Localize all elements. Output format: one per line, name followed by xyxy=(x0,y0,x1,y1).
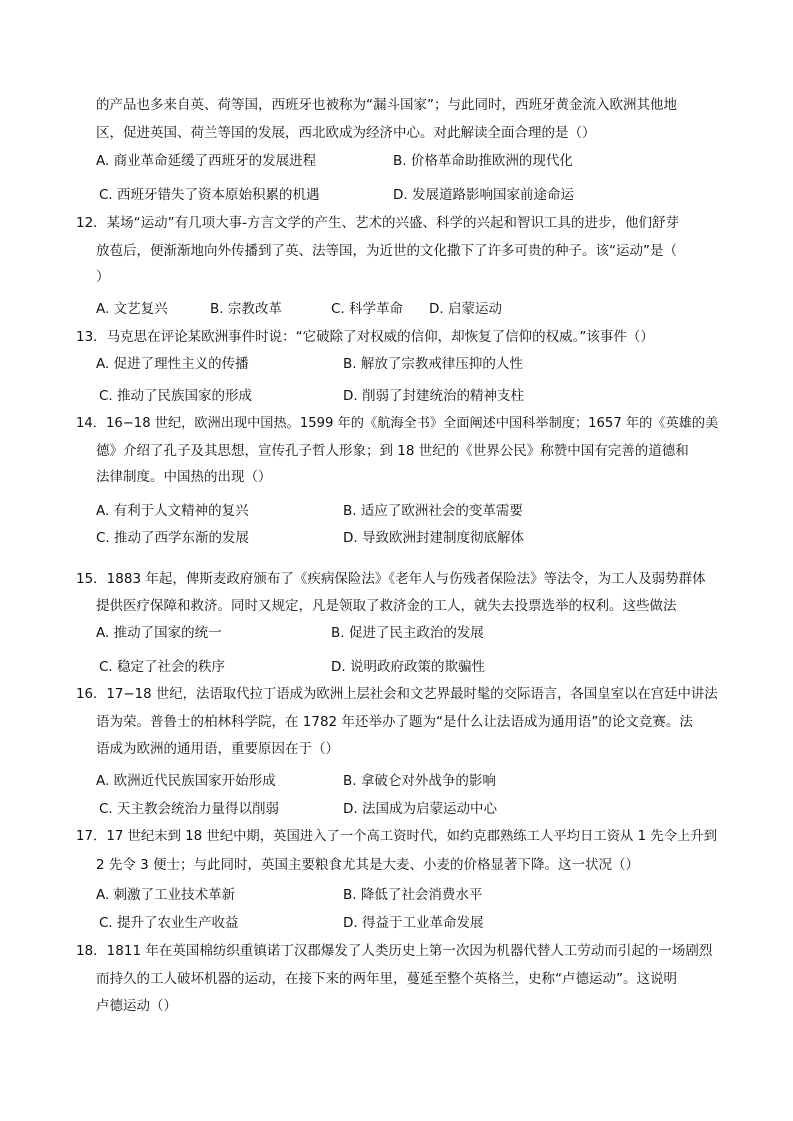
q11-option-d: D. 发展道路影响国家前途命运 xyxy=(393,187,574,203)
q14-option-a: A. 有利于人文精神的复兴 xyxy=(96,503,249,519)
q18-stem-line-3: 卢德运动（） xyxy=(96,998,177,1014)
q12-stem-line-3: ） xyxy=(96,269,110,285)
q16-option-a: A. 欧洲近代民族国家开始形成 xyxy=(96,773,276,789)
q14-option-c: C. 推动了西学东渐的发展 xyxy=(96,530,250,546)
q16-stem-line-1: 16．17−18 世纪，法语取代拉丁语成为欧洲上层社会和文艺界最时髦的交际语言，各国皇室以在宫廷中讲法 xyxy=(76,687,718,702)
q17-option-c: C. 提升了农业生产收益 xyxy=(99,915,239,931)
q14-stem-line-3: 法律制度。中国热的出现（） xyxy=(96,469,272,485)
q13-option-a: A. 促进了理性主义的传播 xyxy=(96,356,249,372)
q14-stem-line-1: 14．16−18 世纪，欧洲出现中国热。1599 年的《航海全书》全面阐述中国科举制度；1657 年的《英雄的美 xyxy=(76,416,719,431)
q11-stem-line-2: 区，促进英国、荷兰等国的发展，西北欧成为经济中心。对此解读全面合理的是（） xyxy=(96,125,596,141)
q17-stem-line-2: 2 先令 3 便士；与此同时，英国主要粮食尤其是大麦、小麦的价格显著下降。这一状况（） xyxy=(96,857,640,873)
q17-stem-line-1: 17．17 世纪末到 18 世纪中期，英国进入了一个高工资时代，如约克郡熟练工人平均日工资从 1 先令上升到 xyxy=(76,829,718,844)
q12-option-d: D. 启蒙运动 xyxy=(429,301,502,317)
q15-option-d: D. 说明政府政策的欺骗性 xyxy=(331,659,485,675)
q14-option-b: B. 适应了欧洲社会的变革需要 xyxy=(343,503,523,519)
q13-option-d: D. 削弱了封建统治的精神支柱 xyxy=(343,388,524,404)
q11-option-b: B. 价格革命助推欧洲的现代化 xyxy=(393,153,573,169)
q18-stem-line-2: 而持久的工人破坏机器的运动，在接下来的两年里，蔓延至整个英格兰，史称“卢德运动”。这说明 xyxy=(96,971,677,987)
q15-stem-line-2: 提供医疗保障和救济。同时又规定，凡是领取了救济金的工人，就失去投票选举的权利。这些做法 xyxy=(96,598,677,614)
q14-option-d: D. 导致欧洲封建制度彻底解体 xyxy=(343,530,524,546)
q15-option-b: B. 促进了民主政治的发展 xyxy=(331,625,484,641)
q16-stem-line-3: 语成为欧洲的通用语，重要原因在于（） xyxy=(96,741,339,757)
q11-option-c: C. 西班牙错失了资本原始积累的机遇 xyxy=(99,187,320,203)
q16-option-d: D. 法国成为启蒙运动中心 xyxy=(343,801,497,817)
q12-stem-line-1: 12．某场“运动”有几项大事-方言文学的产生、艺术的兴盛、科学的兴起和智识工具的进步，他们舒芽 xyxy=(76,215,680,231)
q16-option-b: B. 拿破仑对外战争的影响 xyxy=(343,773,496,789)
q17-option-d: D. 得益于工业革命发展 xyxy=(343,915,484,931)
q15-stem-line-1: 15．1883 年起，俾斯麦政府颁布了《疾病保险法》《老年人与伤残者保险法》等法令，为工人及弱势群体 xyxy=(76,571,706,587)
q11-stem-line-1: 的产品也多来自英、荷等国，西班牙也被称为“漏斗国家”；与此同时，西班牙黄金流入欧洲其他地 xyxy=(96,97,677,113)
q17-option-a: A. 刺激了工业技术革新 xyxy=(96,887,236,903)
q13-stem-line-1: 13．马克思在评论某欧洲事件时说：“它破除了对权威的信仰，却恢复了信仰的权威。”该事件（） xyxy=(76,329,654,345)
q15-option-c: C. 稳定了社会的秩序 xyxy=(99,659,226,675)
q13-option-c: C. 推动了民族国家的形成 xyxy=(99,388,253,404)
q12-stem-line-2: 放苞后，便渐渐地向外传播到了英、法等国，为近世的文化撒下了许多可贵的种子。该“运动”是（ xyxy=(96,243,677,259)
q15-option-a: A. 推动了国家的统一 xyxy=(96,625,222,641)
q18-stem-line-1: 18．1811 年在英国棉纺织重镇诺丁汉郡爆发了人类历史上第一次因为机器代替人工劳动而引起的一场剧烈 xyxy=(76,943,713,959)
q11-option-a: A. 商业革命延缓了西班牙的发展进程 xyxy=(96,153,317,169)
q12-option-c: C. 科学革命 xyxy=(331,301,404,317)
q12-option-b: B. 宗教改革 xyxy=(210,301,282,317)
q16-option-c: C. 天主教会统治力量得以削弱 xyxy=(99,801,280,817)
q12-option-a: A. 文艺复兴 xyxy=(96,301,168,317)
q13-option-b: B. 解放了宗教戒律压抑的人性 xyxy=(343,356,523,372)
q16-stem-line-2: 语为荣。普鲁士的柏林科学院，在 1782 年还举办了题为“是什么让法语成为通用语”的论文竞赛。法 xyxy=(96,714,693,730)
q14-stem-line-2: 德》介绍了孔子及其思想，宣传孔子哲人形象；到 18 世纪的《世界公民》称赞中国有完善的道德和 xyxy=(96,443,689,459)
q17-option-b: B. 降低了社会消费水平 xyxy=(343,887,483,903)
